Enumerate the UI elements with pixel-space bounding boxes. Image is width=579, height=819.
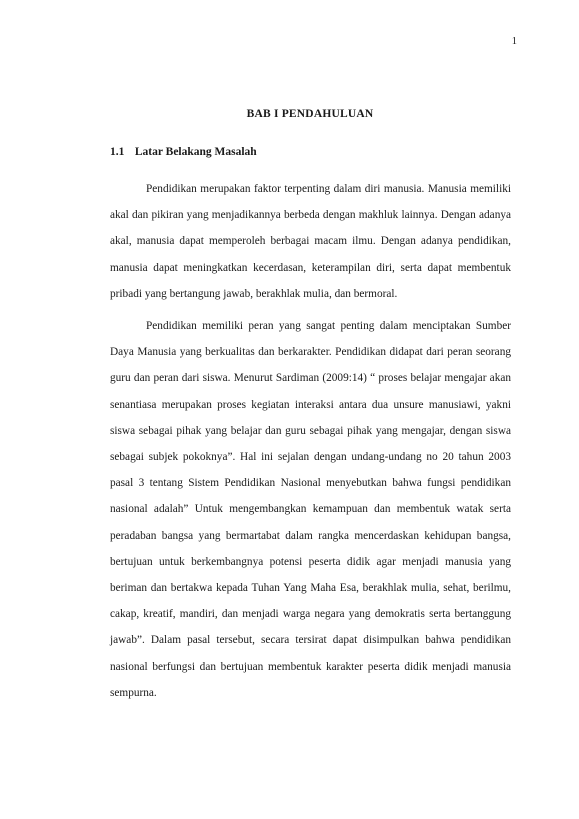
body-text (110, 176, 511, 706)
section-number: 1.1 (110, 146, 125, 158)
paragraph-2: Pendidikan memiliki peran yang sangat penting dalam menciptakan Sumber Daya Manusia yang berkualitas dan berkarakter. Pendidikan didapat dari peran seorang guru dan peran dari siswa. Menurut Sardiman (2009:14) “ proses belajar mengajar akan senantiasa merupakan proses kegiatan interaksi antara dua unsure manusiawi, yakni siswa sebagai pihak yang belajar dan guru sebagai pihak yang mengajar, dengan siswa sebagai subjek pokoknya”. Hal ini sejalan dengan undang-undang no 20 tahun 2003 pasal 3 tentang Sistem Pendidikan Nasional menyebutkan bahwa fungsi pendidikan nasional adalah” Untuk mengembangkan kemampuan dan membentuk watak serta peradaban bangsa yang bermartabat dalam rangka mencerdaskan kehidupan bangsa, bertujuan untuk berkembangnya potensi peserta didik agar menjadi manusia yang beriman dan bertakwa kepada Tuhan Yang Maha Esa, berakhlak mulia, sehat, berilmu, cakap, kreatif, mandiri, dan menjadi warga negara yang demokratis serta bertanggung jawab”. Dalam pasal tersebut, secara tersirat dapat disimpulkan bahwa pendidikan nasional berfungsi dan bertujuan membentuk karakter peserta didik menjadi manusia sempurna. (110, 320, 511, 699)
section-title: Latar Belakang Masalah (134, 146, 257, 158)
page-number: 1 (511, 36, 517, 47)
section-heading (110, 146, 257, 158)
chapter-title: BAB I PENDAHULUAN (246, 108, 374, 120)
paragraph-1: Pendidikan merupakan faktor terpenting dalam diri manusia. Manusia memiliki akal dan pikiran yang menjadikannya berbeda dengan makhluk lainnya. Dengan adanya akal, manusia dapat memperoleh berbagai macam ilmu. Dengan adanya pendidikan, manusia dapat meningkatkan kecerdasan, keterampilan diri, serta dapat membentuk pribadi yang bertangung jawab, berakhlak mulia, dan bermoral. (110, 183, 511, 300)
